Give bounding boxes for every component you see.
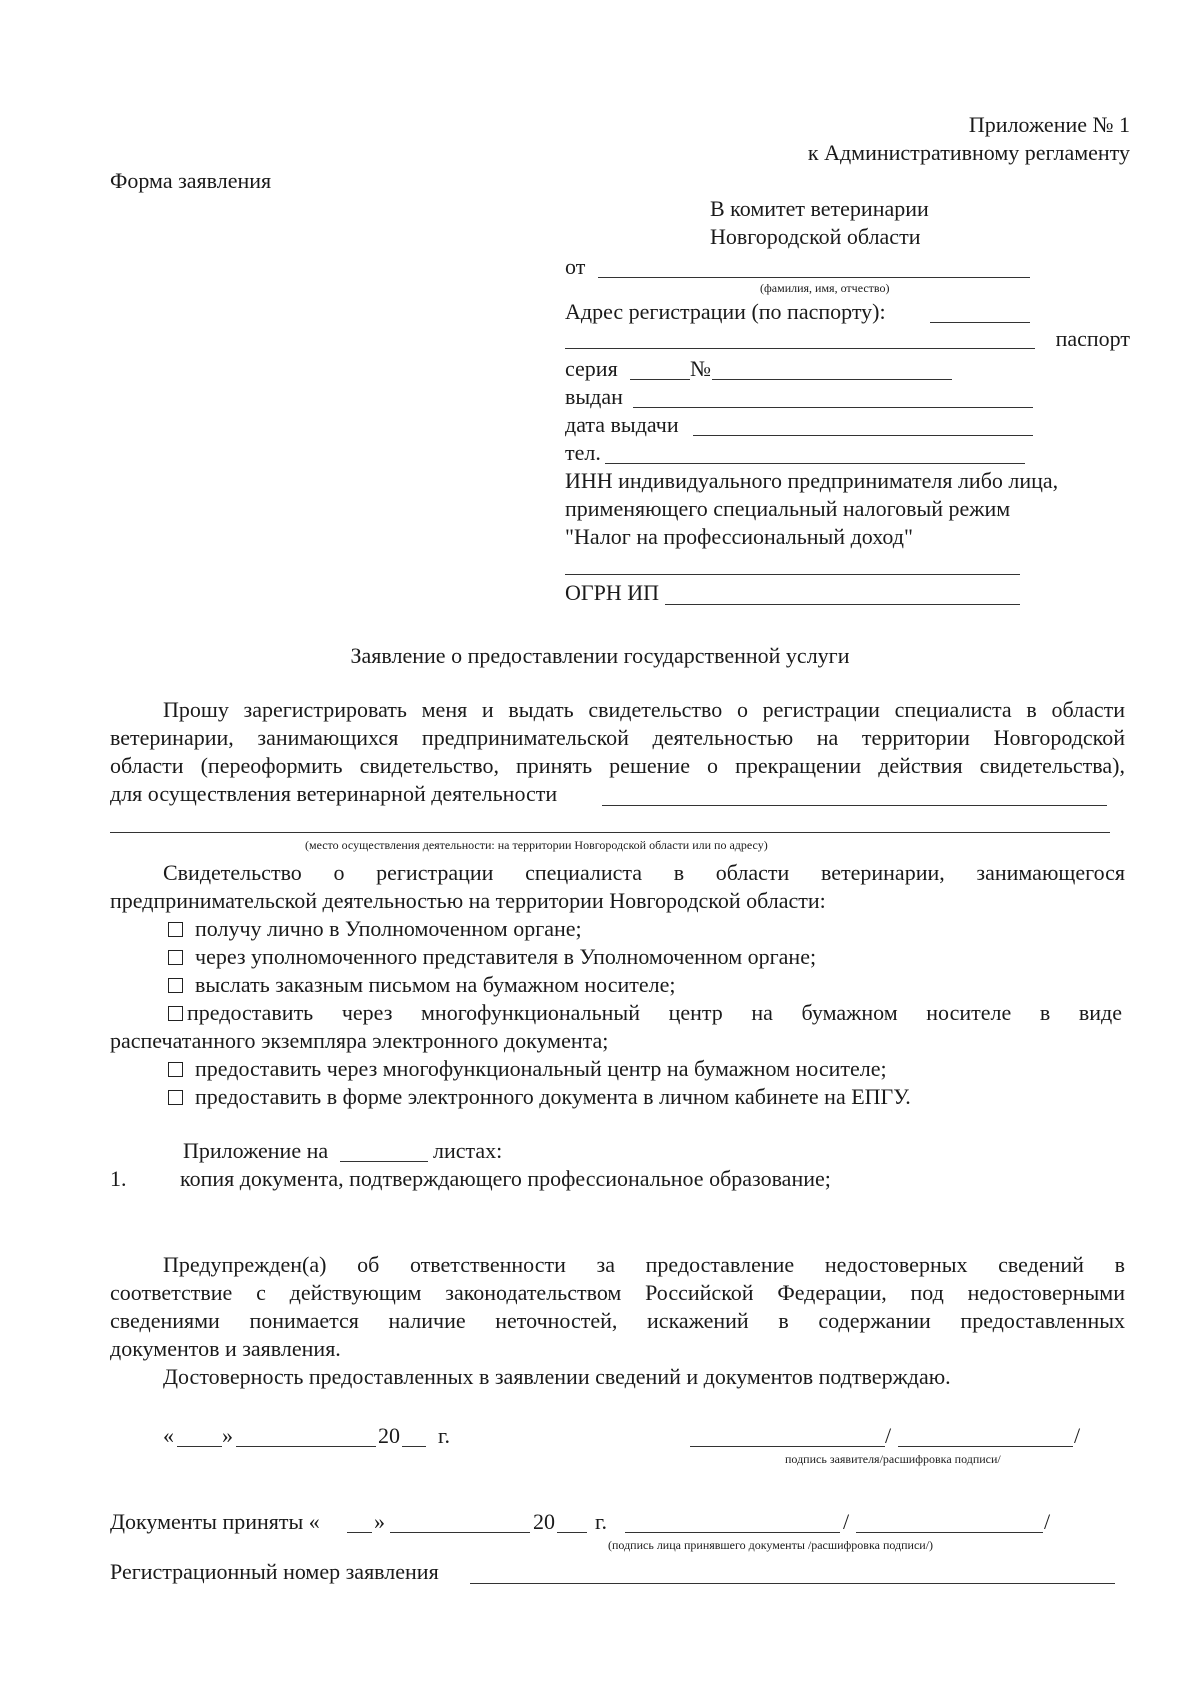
document-title: Заявление о предоставлении государственной услуги [350, 643, 850, 668]
option-mail[interactable] [168, 972, 675, 998]
request-line-2: ветеринарии, занимающихся предпринимательской деятельностью на территории Новгородской [110, 725, 1125, 750]
attachments-label-prefix: Приложение на [183, 1138, 329, 1163]
attachment-item-text: копия документа, подтверждающего профессиональное образование; [180, 1166, 831, 1191]
option-mfc-printed-cont: распечатанного экземпляра электронного документа; [110, 1028, 609, 1053]
warning-line-2: соответствие с действующим законодательством Российской Федерации, под недостоверными [110, 1280, 1125, 1305]
applicant-name-field[interactable] [898, 1446, 1073, 1447]
address-label: Адрес регистрации (по паспорту): [565, 299, 886, 324]
phone-label: тел. [565, 440, 601, 465]
option-label: предоставить в форме электронного документа в личном кабинете на ЕПГУ. [195, 1084, 911, 1109]
addressee-line-2: Новгородской области [710, 224, 921, 249]
applicant-signature-field[interactable] [690, 1446, 885, 1447]
certificate-line-2: предпринимательской деятельностью на территории Новгородской области: [110, 888, 826, 913]
date-year-field[interactable] [402, 1446, 426, 1447]
accepted-year-prefix: 20 [533, 1509, 555, 1534]
inn-line-2: применяющего специальный налоговый режим [565, 496, 1011, 521]
certificate-line-1: Свидетельство о регистрации специалиста в области ветеринарии, занимающегося [163, 860, 1125, 885]
activity-field-2[interactable] [110, 832, 1110, 833]
warning-line-4: документов и заявления. [110, 1336, 341, 1361]
registration-number-field[interactable] [470, 1583, 1115, 1584]
option-label: предоставить через многофункциональный центр на бумажном носителе; [195, 1056, 887, 1081]
issued-field[interactable] [633, 407, 1033, 408]
option-label: выслать заказным письмом на бумажном носителе; [195, 972, 676, 997]
date-quote-close: » [222, 1423, 233, 1448]
date-quote-open: « [163, 1423, 174, 1448]
confirm-statement: Достоверность предоставленных в заявлении сведений и документов подтверждаю. [163, 1364, 951, 1389]
acceptance-hint: (подпись лица принявшего документы /расшифровка подписи/) [608, 1538, 934, 1552]
signature-slash-2: / [1074, 1423, 1081, 1448]
acceptor-slash-2: / [1044, 1509, 1051, 1534]
series-field[interactable] [630, 379, 690, 380]
accepted-year-field[interactable] [557, 1532, 587, 1533]
place-hint: (место осуществления деятельности: на территории Новгородской области или по адресу) [305, 838, 768, 852]
option-label: через уполномоченного представителя в Уполномоченном органе; [195, 944, 817, 969]
appendix-subtitle: к Административному регламенту [807, 140, 1130, 165]
option-representative[interactable] [168, 944, 816, 970]
signature-hint: подпись заявителя/расшифровка подписи/ [785, 1452, 1001, 1466]
from-name-field[interactable] [598, 277, 1030, 278]
checkbox-icon[interactable] [168, 950, 183, 965]
option-label: получу лично в Уполномоченном органе; [195, 916, 582, 941]
ogrn-field[interactable] [665, 604, 1020, 605]
checkbox-icon[interactable] [168, 922, 183, 937]
option-mfc-paper[interactable] [168, 1056, 887, 1082]
passport-label: паспорт [1055, 326, 1130, 351]
attachments-pages-field[interactable] [340, 1161, 428, 1162]
option-personal[interactable] [168, 916, 582, 942]
number-label: № [690, 356, 711, 381]
checkbox-icon[interactable] [168, 1062, 183, 1077]
checkbox-icon[interactable] [168, 1090, 183, 1105]
date-year-suffix: г. [438, 1423, 451, 1448]
registration-number-label: Регистрационный номер заявления [110, 1559, 439, 1584]
attachments-label-suffix: листах: [433, 1138, 503, 1163]
date-month-field[interactable] [236, 1446, 376, 1447]
from-label: от [565, 254, 586, 279]
ogrn-label: ОГРН ИП [565, 580, 660, 605]
signature-slash-1: / [885, 1423, 892, 1448]
warning-line-3: сведениями понимается наличие неточностей, искажений в содержании предоставленных [110, 1308, 1125, 1333]
appendix-title: Приложение № 1 [968, 112, 1130, 137]
accepted-month-field[interactable] [390, 1532, 530, 1533]
from-hint: (фамилия, имя, отчество) [760, 281, 890, 295]
option-epgu[interactable] [168, 1084, 911, 1110]
inn-line-3: "Налог на профессиональный доход" [565, 524, 913, 549]
issued-label: выдан [565, 384, 623, 409]
inn-line-1: ИНН индивидуального предпринимателя либо лица, [565, 468, 1059, 493]
inn-field[interactable] [565, 574, 1020, 575]
series-label: серия [565, 356, 618, 381]
address-field-2[interactable] [565, 348, 1035, 349]
accepted-year-suffix: г. [595, 1509, 608, 1534]
phone-field[interactable] [605, 463, 1025, 464]
option-mfc-printed[interactable] [168, 1000, 1125, 1026]
address-field-1[interactable] [930, 322, 1030, 323]
date-day-field[interactable] [177, 1446, 222, 1447]
accepted-label: Документы приняты « [110, 1509, 320, 1534]
request-line-1: Прошу зарегистрировать меня и выдать свидетельство о регистрации специалиста в области [163, 697, 1125, 722]
request-line-4: для осуществления ветеринарной деятельности [110, 781, 558, 806]
acceptor-signature-field[interactable] [625, 1532, 840, 1533]
number-field[interactable] [712, 379, 952, 380]
accepted-quote-close: » [374, 1509, 385, 1534]
form-label: Форма заявления [110, 168, 272, 193]
request-line-3: области (переоформить свидетельство, принять решение о прекращении действия свидетельства), [110, 753, 1125, 778]
acceptor-slash-1: / [843, 1509, 850, 1534]
issue-date-field[interactable] [693, 435, 1033, 436]
issue-date-label: дата выдачи [565, 412, 679, 437]
activity-field-1[interactable] [602, 805, 1107, 806]
addressee-line-1: В комитет ветеринарии [710, 196, 929, 221]
attachment-item-number: 1. [110, 1166, 127, 1191]
checkbox-icon[interactable] [168, 978, 183, 993]
checkbox-icon[interactable] [168, 1006, 183, 1021]
date-year-prefix: 20 [378, 1423, 400, 1448]
option-label: предоставить через многофункциональный центр на бумажном носителе в виде [187, 1000, 1122, 1025]
acceptor-name-field[interactable] [856, 1532, 1043, 1533]
warning-line-1: Предупрежден(а) об ответственности за предоставление недостоверных сведений в [163, 1252, 1125, 1277]
accepted-day-field[interactable] [347, 1532, 372, 1533]
